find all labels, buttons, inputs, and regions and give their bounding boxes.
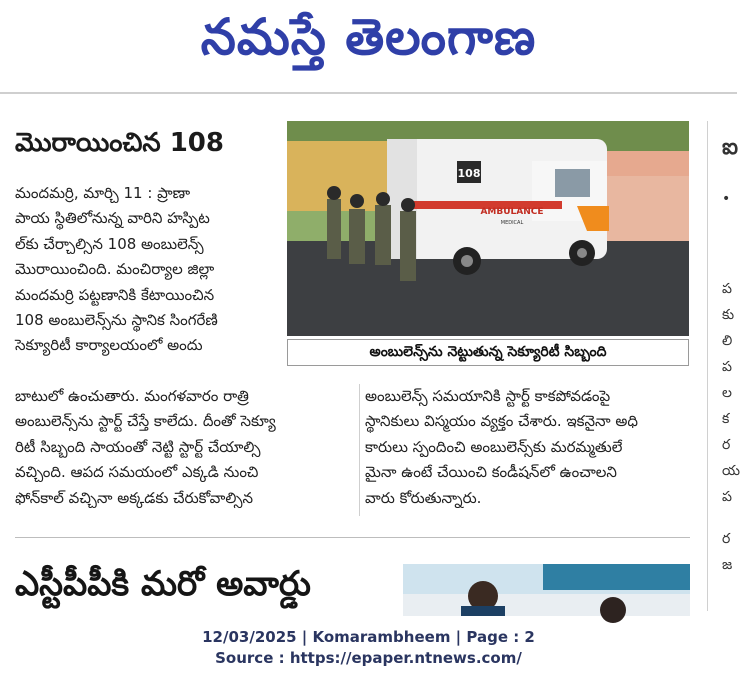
text-line: బాటులో ఉంచుతారు. మంగళవారం రాత్రి — [15, 387, 249, 405]
footer-source: Source : https://epaper.ntnews.com/ — [215, 649, 522, 667]
text-line: వచ్చింది. ఆపద సమయంలో ఎక్కడి నుంచి — [15, 463, 259, 482]
text-line: మైనా ఉంటే చేయించి కండీషన్‌లో ఉంచాలని — [365, 463, 617, 482]
svg-text:AMBULANCE: AMBULANCE — [480, 207, 544, 217]
article-divider — [15, 537, 690, 538]
text-line: స్థానికులు విస్మయం వ్యక్తం చేశారు. ఇకనైనా అధి — [365, 412, 638, 431]
footer-edition-info: 12/03/2025 | Komarambheem | Page : 2 — [202, 628, 535, 646]
strip-char: ప — [722, 281, 732, 297]
text-line: ఫోన్‌కాల్ వచ్చినా అక్కడకు చేరుకోవాల్సిన — [15, 488, 253, 507]
article-column-left — [15, 181, 283, 359]
strip-char: జ — [722, 557, 733, 573]
text-line: ల్‌కు చేర్చాల్సిన 108 అంబులెన్స్ — [15, 234, 204, 253]
text-line: మందమర్రి, మార్చి 11 : ప్రాణా — [15, 184, 191, 202]
text-line: సెక్యూరిటీ కార్యాలయంలో అందు — [15, 336, 203, 355]
strip-char: ప — [722, 489, 732, 505]
column-divider — [359, 384, 360, 516]
text-line: మొరాయించింది. మంచిర్యాల జిల్లా — [15, 260, 215, 279]
text-line: అంబులెన్స్ సమయానికి స్టార్ట్ కాకపోవడంపై — [365, 387, 611, 405]
strip-char: క — [722, 411, 730, 427]
article-column-bottom-left — [15, 384, 355, 511]
second-article-headline: ఎస్టీపీపీకి మరో అవార్డు — [15, 564, 311, 604]
svg-text:MEDICAL: MEDICAL — [500, 220, 524, 226]
article-photo — [287, 121, 689, 336]
strip-char: ఐ — [722, 135, 738, 160]
photo-caption: అంబులెన్స్‌ను నెట్టుతున్న సెక్యూరిటీ సిబ్బంది — [287, 339, 689, 366]
strip-char: ల — [722, 385, 732, 401]
strip-char: లి — [722, 333, 733, 349]
masthead-divider — [0, 92, 737, 94]
strip-char: కు — [722, 307, 735, 323]
svg-text:108: 108 — [457, 167, 481, 180]
text-line: 108 అంబులెన్స్‌ను స్థానిక సింగరేణి — [15, 311, 218, 330]
page-footer — [0, 627, 737, 669]
second-article-photo — [403, 564, 690, 616]
text-line: వారు కోరుతున్నారు. — [365, 488, 482, 507]
text-line: కారులు స్పందించి అంబులెన్స్‌కు మరమ్మతులే — [365, 437, 623, 456]
article-column-bottom-right — [365, 384, 690, 511]
masthead — [0, 0, 737, 78]
newspaper-title: నమస్తే తెలంగాణ — [200, 8, 537, 66]
article-headline: మొరాయించిన 108 — [15, 128, 224, 158]
text-line: అంబులెన్స్‌ను స్టార్ట్ చేస్తే కాలేదు. దీంతో సెక్యూ — [15, 412, 276, 431]
strip-char: య — [722, 463, 740, 479]
strip-char: ప — [722, 359, 732, 375]
text-line: పాయ స్థితిలోనున్న వారిని హస్పిట — [15, 209, 210, 228]
text-line: మందమర్రి పట్టణానికి కేటాయించిన — [15, 285, 215, 304]
strip-char: ర — [722, 437, 731, 453]
strip-char: ర — [722, 531, 731, 547]
adjacent-article-strip — [707, 121, 738, 611]
strip-char: • — [722, 191, 731, 207]
text-line: రిటీ సిబ్బంది సాయంతో నెట్టి స్టార్ట్ చేయాల్సి — [15, 437, 261, 456]
